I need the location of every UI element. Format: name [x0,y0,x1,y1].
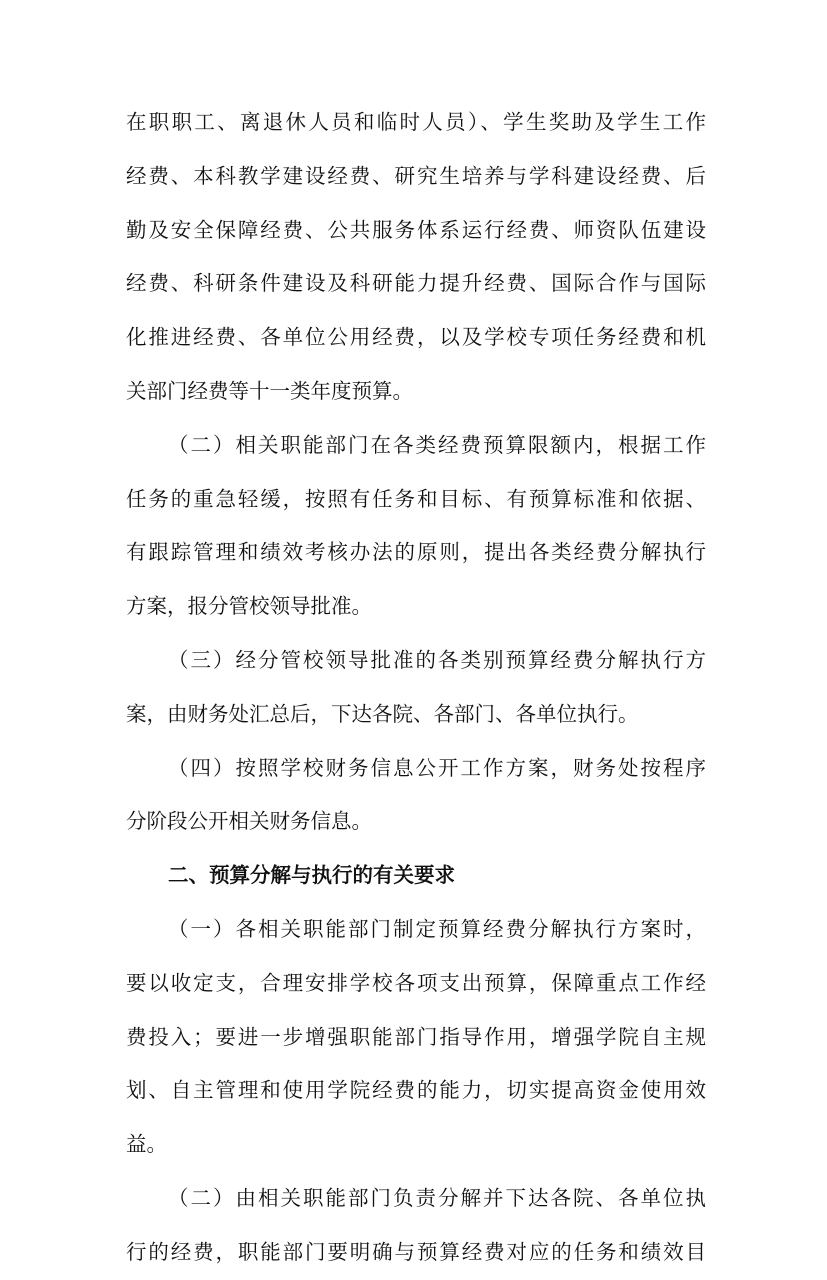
document-body [126,96,706,1280]
text-line: （三）经分管校领导批准的各类别预算经费分解执行方 [168,647,706,672]
section-heading [126,849,706,903]
text-line: （一）各相关职能部门制定预算经费分解执行方案时， [168,916,706,941]
text-line: 任务的重急轻缓，按照有任务和目标、有预算标准和依据、 [126,486,706,511]
text-line: 案，由财务处汇总后，下达各院、各部门、各单位执行。 [126,701,639,726]
text-line: 经费、科研条件建设及科研能力提升经费、国际合作与国际 [126,271,706,296]
text-line: 在职职工、离退休人员和临时人员）、学生奖助及学生工作 [126,110,706,134]
text-line: （四）按照学校财务信息公开工作方案，财务处按程序 [168,755,706,780]
text-line: 划、自主管理和使用学院经费的能力，切实提高资金使用效 [126,1078,706,1103]
paragraph-requirement-2 [126,1172,706,1280]
text-line: （二）相关职能部门在各类经费预算限额内，根据工作 [168,432,706,457]
text-line: 分阶段公开相关财务信息。 [126,809,372,834]
text-line: 益。 [126,1132,167,1157]
text-line: （二）由相关职能部门负责分解并下达各院、各单位执 [168,1185,706,1210]
text-line: 方案，报分管校领导批准。 [126,594,372,619]
text-line: 有跟踪管理和绩效考核办法的原则，提出各类经费分解执行 [126,540,706,565]
text-line: 经费、本科教学建设经费、研究生培养与学科建设经费、后 [126,163,706,188]
text-line: 关部门经费等十一类年度预算。 [126,378,413,403]
paragraph-item-2 [126,419,706,634]
paragraph-item-3 [126,634,706,742]
text-line: 化推进经费、各单位公用经费，以及学校专项任务经费和机 [126,325,706,350]
section-heading-text: 二、预算分解与执行的有关要求 [168,863,455,888]
text-line: 行的经费，职能部门要明确与预算经费对应的任务和绩效目 [126,1239,706,1264]
text-line: 勤及安全保障经费、公共服务体系运行经费、师资队伍建设 [126,217,706,242]
paragraph-continuation [126,96,706,419]
text-line: 费投入；要进一步增强职能部门指导作用，增强学院自主规 [126,1024,706,1049]
text-line: 要以收定支，合理安排学校各项支出预算，保障重点工作经 [126,970,706,995]
paragraph-item-4 [126,742,706,850]
paragraph-requirement-1 [126,903,706,1172]
